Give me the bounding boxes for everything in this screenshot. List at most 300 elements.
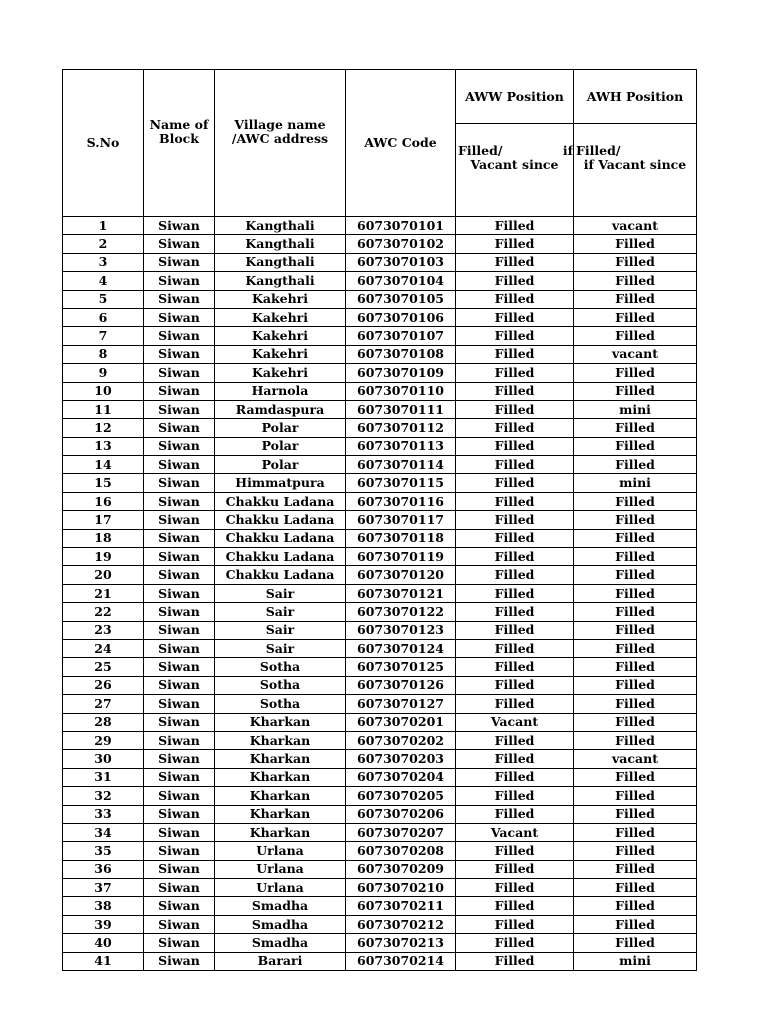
cell-awh-status: Filled xyxy=(574,456,697,474)
cell-village: Urlana xyxy=(215,879,346,897)
cell-aww-status: Filled xyxy=(456,529,574,547)
cell-block: Siwan xyxy=(144,750,215,768)
cell-block: Siwan xyxy=(144,639,215,657)
cell-awh-status: Filled xyxy=(574,879,697,897)
cell-aww-status: Filled xyxy=(456,290,574,308)
table-row xyxy=(63,787,697,805)
cell-awc-code: 6073070119 xyxy=(346,548,456,566)
cell-aww-status: Filled xyxy=(456,235,574,253)
cell-aww-status: Vacant xyxy=(456,713,574,731)
cell-awh-status: Filled xyxy=(574,658,697,676)
cell-block: Siwan xyxy=(144,823,215,841)
cell-awh-status: Filled xyxy=(574,915,697,933)
cell-awc-code: 6073070125 xyxy=(346,658,456,676)
cell-village: Sotha xyxy=(215,695,346,713)
cell-sno: 15 xyxy=(63,474,144,492)
cell-sno: 18 xyxy=(63,529,144,547)
cell-awh-status: Filled xyxy=(574,897,697,915)
cell-awh-status: Filled xyxy=(574,695,697,713)
cell-village: Sotha xyxy=(215,676,346,694)
cell-village: Kharkan xyxy=(215,787,346,805)
cell-awc-code: 6073070120 xyxy=(346,566,456,584)
cell-aww-status: Filled xyxy=(456,548,574,566)
cell-sno: 8 xyxy=(63,345,144,363)
aww-sub-line2: Vacant since xyxy=(470,157,559,172)
header-village: Village name /AWC address xyxy=(215,70,346,217)
cell-block: Siwan xyxy=(144,290,215,308)
cell-sno: 23 xyxy=(63,621,144,639)
cell-village: Polar xyxy=(215,456,346,474)
cell-village: Kangthali xyxy=(215,272,346,290)
aww-sub-line1-suffix: if xyxy=(562,143,573,158)
cell-awc-code: 6073070110 xyxy=(346,382,456,400)
cell-block: Siwan xyxy=(144,768,215,786)
cell-sno: 7 xyxy=(63,327,144,345)
cell-awh-status: Filled xyxy=(574,548,697,566)
cell-aww-status: Filled xyxy=(456,382,574,400)
cell-sno: 26 xyxy=(63,676,144,694)
cell-awc-code: 6073070123 xyxy=(346,621,456,639)
cell-awc-code: 6073070117 xyxy=(346,511,456,529)
cell-aww-status: Filled xyxy=(456,492,574,510)
table-row xyxy=(63,437,697,455)
cell-aww-status: Filled xyxy=(456,345,574,363)
cell-awh-status: Filled xyxy=(574,235,697,253)
table-row xyxy=(63,805,697,823)
cell-block: Siwan xyxy=(144,731,215,749)
cell-block: Siwan xyxy=(144,566,215,584)
cell-aww-status: Filled xyxy=(456,217,574,235)
cell-village: Kakehri xyxy=(215,327,346,345)
table-row xyxy=(63,511,697,529)
cell-block: Siwan xyxy=(144,308,215,326)
table-row xyxy=(63,676,697,694)
cell-block: Siwan xyxy=(144,713,215,731)
cell-awc-code: 6073070106 xyxy=(346,308,456,326)
cell-awc-code: 6073070212 xyxy=(346,915,456,933)
cell-aww-status: Filled xyxy=(456,879,574,897)
cell-sno: 14 xyxy=(63,456,144,474)
table-row xyxy=(63,456,697,474)
cell-awh-status: Filled xyxy=(574,272,697,290)
cell-village: Himmatpura xyxy=(215,474,346,492)
cell-awc-code: 6073070113 xyxy=(346,437,456,455)
cell-awh-status: Filled xyxy=(574,934,697,952)
cell-awh-status: Filled xyxy=(574,713,697,731)
cell-village: Smadha xyxy=(215,934,346,952)
header-row-top xyxy=(63,70,697,124)
cell-awh-status: mini xyxy=(574,474,697,492)
cell-village: Sotha xyxy=(215,658,346,676)
cell-block: Siwan xyxy=(144,603,215,621)
cell-awh-status: Filled xyxy=(574,639,697,657)
cell-block: Siwan xyxy=(144,419,215,437)
cell-sno: 2 xyxy=(63,235,144,253)
cell-awc-code: 6073070124 xyxy=(346,639,456,657)
cell-block: Siwan xyxy=(144,327,215,345)
cell-aww-status: Filled xyxy=(456,364,574,382)
cell-village: Chakku Ladana xyxy=(215,548,346,566)
cell-awc-code: 6073070208 xyxy=(346,842,456,860)
cell-aww-status: Filled xyxy=(456,695,574,713)
cell-sno: 33 xyxy=(63,805,144,823)
table-row xyxy=(63,768,697,786)
header-awh-position: AWH Position xyxy=(574,70,697,124)
cell-block: Siwan xyxy=(144,952,215,970)
cell-aww-status: Filled xyxy=(456,658,574,676)
cell-village: Kharkan xyxy=(215,731,346,749)
table-row xyxy=(63,952,697,970)
cell-aww-status: Filled xyxy=(456,731,574,749)
cell-block: Siwan xyxy=(144,456,215,474)
cell-awc-code: 6073070115 xyxy=(346,474,456,492)
cell-awh-status: Filled xyxy=(574,529,697,547)
table-row xyxy=(63,400,697,418)
cell-village: Kangthali xyxy=(215,235,346,253)
cell-awh-status: Filled xyxy=(574,364,697,382)
cell-awh-status: Filled xyxy=(574,842,697,860)
cell-block: Siwan xyxy=(144,253,215,271)
cell-awc-code: 6073070121 xyxy=(346,584,456,602)
cell-village: Smadha xyxy=(215,915,346,933)
table-header xyxy=(63,70,697,217)
table-row xyxy=(63,253,697,271)
cell-village: Kangthali xyxy=(215,253,346,271)
cell-awh-status: Filled xyxy=(574,511,697,529)
cell-sno: 17 xyxy=(63,511,144,529)
cell-village: Kakehri xyxy=(215,345,346,363)
cell-village: Chakku Ladana xyxy=(215,529,346,547)
cell-awc-code: 6073070126 xyxy=(346,676,456,694)
cell-awh-status: vacant xyxy=(574,345,697,363)
cell-sno: 39 xyxy=(63,915,144,933)
cell-village: Kharkan xyxy=(215,823,346,841)
cell-awc-code: 6073070118 xyxy=(346,529,456,547)
cell-awh-status: Filled xyxy=(574,437,697,455)
cell-awh-status: vacant xyxy=(574,217,697,235)
cell-sno: 12 xyxy=(63,419,144,437)
table-row xyxy=(63,382,697,400)
table-body xyxy=(63,217,697,971)
cell-awh-status: Filled xyxy=(574,860,697,878)
cell-block: Siwan xyxy=(144,787,215,805)
cell-block: Siwan xyxy=(144,915,215,933)
cell-sno: 31 xyxy=(63,768,144,786)
cell-aww-status: Filled xyxy=(456,768,574,786)
cell-village: Chakku Ladana xyxy=(215,492,346,510)
table-row xyxy=(63,897,697,915)
table-row xyxy=(63,584,697,602)
cell-block: Siwan xyxy=(144,492,215,510)
cell-awh-status: Filled xyxy=(574,621,697,639)
cell-aww-status: Filled xyxy=(456,327,574,345)
cell-village: Smadha xyxy=(215,897,346,915)
cell-awh-status: Filled xyxy=(574,492,697,510)
cell-block: Siwan xyxy=(144,437,215,455)
header-block: Name of Block xyxy=(144,70,215,217)
cell-awc-code: 6073070105 xyxy=(346,290,456,308)
cell-aww-status: Filled xyxy=(456,474,574,492)
cell-awh-status: Filled xyxy=(574,253,697,271)
cell-block: Siwan xyxy=(144,860,215,878)
cell-sno: 25 xyxy=(63,658,144,676)
cell-sno: 37 xyxy=(63,879,144,897)
table-row xyxy=(63,603,697,621)
cell-sno: 36 xyxy=(63,860,144,878)
table-row xyxy=(63,823,697,841)
cell-sno: 27 xyxy=(63,695,144,713)
cell-block: Siwan xyxy=(144,695,215,713)
cell-sno: 10 xyxy=(63,382,144,400)
cell-aww-status: Filled xyxy=(456,805,574,823)
cell-block: Siwan xyxy=(144,364,215,382)
cell-awc-code: 6073070116 xyxy=(346,492,456,510)
cell-village: Urlana xyxy=(215,860,346,878)
cell-awc-code: 6073070122 xyxy=(346,603,456,621)
table-row xyxy=(63,695,697,713)
table-row xyxy=(63,217,697,235)
table-row xyxy=(63,345,697,363)
cell-aww-status: Filled xyxy=(456,400,574,418)
cell-awh-status: Filled xyxy=(574,419,697,437)
cell-awh-status: Filled xyxy=(574,327,697,345)
cell-awh-status: mini xyxy=(574,400,697,418)
cell-awc-code: 6073070214 xyxy=(346,952,456,970)
cell-block: Siwan xyxy=(144,217,215,235)
cell-awc-code: 6073070108 xyxy=(346,345,456,363)
cell-village: Barari xyxy=(215,952,346,970)
cell-awc-code: 6073070211 xyxy=(346,897,456,915)
table-row xyxy=(63,731,697,749)
cell-block: Siwan xyxy=(144,474,215,492)
cell-block: Siwan xyxy=(144,548,215,566)
table-row xyxy=(63,566,697,584)
cell-awc-code: 6073070111 xyxy=(346,400,456,418)
table-row xyxy=(63,750,697,768)
cell-aww-status: Filled xyxy=(456,253,574,271)
cell-village: Sair xyxy=(215,621,346,639)
table-row xyxy=(63,235,697,253)
table-row xyxy=(63,327,697,345)
cell-aww-status: Filled xyxy=(456,511,574,529)
cell-block: Siwan xyxy=(144,272,215,290)
table-row xyxy=(63,842,697,860)
cell-block: Siwan xyxy=(144,842,215,860)
table-row xyxy=(63,915,697,933)
header-awc-code: AWC Code xyxy=(346,70,456,217)
cell-sno: 40 xyxy=(63,934,144,952)
cell-sno: 5 xyxy=(63,290,144,308)
cell-aww-status: Filled xyxy=(456,566,574,584)
cell-sno: 6 xyxy=(63,308,144,326)
cell-aww-status: Filled xyxy=(456,676,574,694)
cell-village: Kakehri xyxy=(215,308,346,326)
cell-awc-code: 6073070107 xyxy=(346,327,456,345)
cell-sno: 28 xyxy=(63,713,144,731)
cell-awc-code: 6073070204 xyxy=(346,768,456,786)
cell-awc-code: 6073070207 xyxy=(346,823,456,841)
cell-aww-status: Filled xyxy=(456,860,574,878)
cell-sno: 16 xyxy=(63,492,144,510)
cell-block: Siwan xyxy=(144,400,215,418)
cell-sno: 34 xyxy=(63,823,144,841)
header-aww-sub xyxy=(456,124,574,217)
cell-sno: 13 xyxy=(63,437,144,455)
cell-village: Kakehri xyxy=(215,290,346,308)
cell-aww-status: Filled xyxy=(456,308,574,326)
cell-sno: 9 xyxy=(63,364,144,382)
cell-awh-status: Filled xyxy=(574,382,697,400)
cell-awc-code: 6073070206 xyxy=(346,805,456,823)
table-row xyxy=(63,290,697,308)
cell-awc-code: 6073070101 xyxy=(346,217,456,235)
cell-awh-status: Filled xyxy=(574,290,697,308)
cell-awc-code: 6073070104 xyxy=(346,272,456,290)
cell-block: Siwan xyxy=(144,529,215,547)
cell-awh-status: Filled xyxy=(574,676,697,694)
cell-block: Siwan xyxy=(144,658,215,676)
cell-sno: 22 xyxy=(63,603,144,621)
cell-aww-status: Filled xyxy=(456,750,574,768)
cell-aww-status: Filled xyxy=(456,603,574,621)
cell-awc-code: 6073070210 xyxy=(346,879,456,897)
cell-sno: 4 xyxy=(63,272,144,290)
table-row xyxy=(63,272,697,290)
table-row xyxy=(63,658,697,676)
cell-awc-code: 6073070127 xyxy=(346,695,456,713)
header-awh-sub xyxy=(574,124,697,217)
cell-aww-status: Filled xyxy=(456,437,574,455)
cell-village: Chakku Ladana xyxy=(215,511,346,529)
cell-awh-status: mini xyxy=(574,952,697,970)
header-aww-position: AWW Position xyxy=(456,70,574,124)
cell-awc-code: 6073070209 xyxy=(346,860,456,878)
cell-aww-status: Filled xyxy=(456,456,574,474)
table-row xyxy=(63,639,697,657)
cell-sno: 41 xyxy=(63,952,144,970)
cell-village: Ramdaspura xyxy=(215,400,346,418)
cell-awc-code: 6073070203 xyxy=(346,750,456,768)
cell-awc-code: 6073070114 xyxy=(346,456,456,474)
cell-block: Siwan xyxy=(144,934,215,952)
awh-sub-line1: Filled/ xyxy=(576,143,621,158)
cell-awh-status: Filled xyxy=(574,584,697,602)
cell-village: Kharkan xyxy=(215,750,346,768)
cell-sno: 20 xyxy=(63,566,144,584)
cell-awc-code: 6073070205 xyxy=(346,787,456,805)
cell-village: Harnola xyxy=(215,382,346,400)
cell-awh-status: Filled xyxy=(574,823,697,841)
cell-awh-status: Filled xyxy=(574,566,697,584)
awc-positions-table xyxy=(62,69,697,971)
cell-village: Kangthali xyxy=(215,217,346,235)
cell-sno: 30 xyxy=(63,750,144,768)
cell-village: Kharkan xyxy=(215,805,346,823)
cell-village: Sair xyxy=(215,639,346,657)
aww-sub-line1: Filled/ xyxy=(458,143,503,158)
table-row xyxy=(63,492,697,510)
cell-awh-status: Filled xyxy=(574,603,697,621)
cell-sno: 24 xyxy=(63,639,144,657)
cell-sno: 1 xyxy=(63,217,144,235)
cell-awh-status: Filled xyxy=(574,308,697,326)
table-row xyxy=(63,713,697,731)
cell-sno: 35 xyxy=(63,842,144,860)
cell-block: Siwan xyxy=(144,897,215,915)
cell-village: Polar xyxy=(215,437,346,455)
table-row xyxy=(63,419,697,437)
cell-awc-code: 6073070102 xyxy=(346,235,456,253)
cell-village: Polar xyxy=(215,419,346,437)
cell-block: Siwan xyxy=(144,621,215,639)
cell-aww-status: Filled xyxy=(456,934,574,952)
table-row xyxy=(63,474,697,492)
cell-village: Sair xyxy=(215,603,346,621)
cell-awc-code: 6073070213 xyxy=(346,934,456,952)
cell-village: Kakehri xyxy=(215,364,346,382)
cell-sno: 29 xyxy=(63,731,144,749)
cell-aww-status: Filled xyxy=(456,787,574,805)
cell-awh-status: Filled xyxy=(574,768,697,786)
table-row xyxy=(63,860,697,878)
cell-block: Siwan xyxy=(144,584,215,602)
cell-aww-status: Vacant xyxy=(456,823,574,841)
table-row xyxy=(63,548,697,566)
cell-block: Siwan xyxy=(144,235,215,253)
cell-aww-status: Filled xyxy=(456,584,574,602)
awh-sub-line2: if Vacant since xyxy=(583,157,687,172)
awc-positions-sheet xyxy=(62,69,696,971)
cell-sno: 11 xyxy=(63,400,144,418)
cell-awc-code: 6073070202 xyxy=(346,731,456,749)
cell-awh-status: Filled xyxy=(574,805,697,823)
cell-aww-status: Filled xyxy=(456,639,574,657)
cell-awh-status: Filled xyxy=(574,731,697,749)
cell-aww-status: Filled xyxy=(456,915,574,933)
cell-awh-status: Filled xyxy=(574,787,697,805)
cell-sno: 32 xyxy=(63,787,144,805)
cell-sno: 38 xyxy=(63,897,144,915)
cell-awc-code: 6073070109 xyxy=(346,364,456,382)
cell-awh-status: vacant xyxy=(574,750,697,768)
table-row xyxy=(63,308,697,326)
cell-block: Siwan xyxy=(144,676,215,694)
cell-aww-status: Filled xyxy=(456,419,574,437)
table-row xyxy=(63,934,697,952)
cell-sno: 21 xyxy=(63,584,144,602)
cell-aww-status: Filled xyxy=(456,952,574,970)
cell-awc-code: 6073070201 xyxy=(346,713,456,731)
cell-village: Urlana xyxy=(215,842,346,860)
table-row xyxy=(63,879,697,897)
cell-awc-code: 6073070112 xyxy=(346,419,456,437)
header-sno: S.No xyxy=(63,70,144,217)
cell-aww-status: Filled xyxy=(456,897,574,915)
table-row xyxy=(63,529,697,547)
cell-aww-status: Filled xyxy=(456,842,574,860)
cell-aww-status: Filled xyxy=(456,621,574,639)
cell-sno: 3 xyxy=(63,253,144,271)
cell-village: Sair xyxy=(215,584,346,602)
table-row xyxy=(63,621,697,639)
cell-block: Siwan xyxy=(144,805,215,823)
cell-village: Kharkan xyxy=(215,768,346,786)
cell-village: Kharkan xyxy=(215,713,346,731)
cell-village: Chakku Ladana xyxy=(215,566,346,584)
table-row xyxy=(63,364,697,382)
cell-awc-code: 6073070103 xyxy=(346,253,456,271)
cell-aww-status: Filled xyxy=(456,272,574,290)
